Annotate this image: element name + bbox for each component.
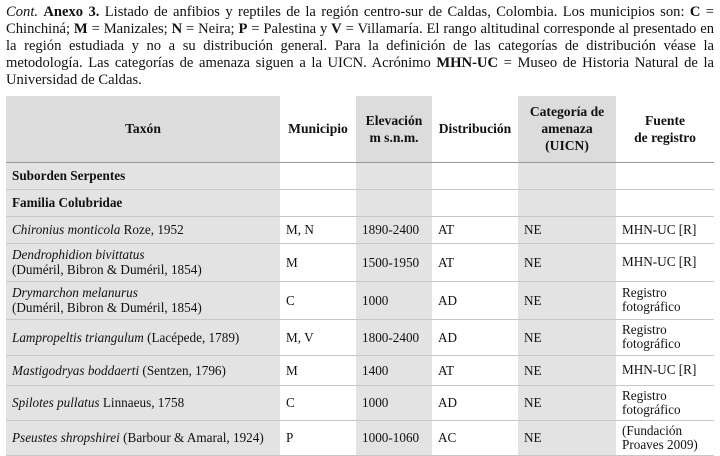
table-caption xyxy=(6,4,714,89)
municipio-code: P xyxy=(238,21,248,37)
taxon-cell: Pseustes shropshirei (Barbour & Amaral, 1924) xyxy=(6,420,280,455)
taxon-cell: Lampropeltis triangulum (Lacépede, 1789) xyxy=(6,319,280,355)
fuente-cell: MHN-UC [R] xyxy=(616,243,714,281)
table-row xyxy=(6,355,714,385)
municipio-cell: C xyxy=(280,385,356,420)
caption-text: El rango altitudinal corresponde al presentado en la región estudiada y no a su distribución general. Para la definición de las categorías de distribución véase la metodología. Las categorías de amenaza siguen a la UICN. Acrónimo xyxy=(6,21,714,71)
table-row xyxy=(6,281,714,319)
table-row xyxy=(6,216,714,243)
header-elevacion: Elevación m s.n.m. xyxy=(356,96,432,162)
group-label: Familia Colubridae xyxy=(6,189,280,216)
distribucion-cell: AC xyxy=(432,420,518,455)
fuente-cell: Registro fotográfico xyxy=(616,385,714,420)
municipio-cell: M xyxy=(280,243,356,281)
header-taxon: Taxón xyxy=(6,96,280,162)
municipio-name: = Manizales; xyxy=(87,21,172,37)
table-row xyxy=(6,420,714,455)
municipio-name: = Neira; xyxy=(182,21,239,37)
elevacion-cell: 1000-1060 xyxy=(356,420,432,455)
distribucion-cell: AT xyxy=(432,216,518,243)
taxon-cell: Spilotes pullatus Linnaeus, 1758 xyxy=(6,385,280,420)
header-municipio: Municipio xyxy=(280,96,356,162)
municipio-name: = Villamaría. xyxy=(341,21,427,37)
amenaza-cell: NE xyxy=(518,385,616,420)
municipio-code: V xyxy=(331,21,342,37)
distribucion-cell: AT xyxy=(432,355,518,385)
fuente-cell: MHN-UC [R] xyxy=(616,216,714,243)
municipio-cell: M, N xyxy=(280,216,356,243)
taxon-cell: Drymarchon melanurus (Duméril, Bibron & Duméril, 1854) xyxy=(6,281,280,319)
group-label: Suborden Serpentes xyxy=(6,162,280,189)
fuente-cell: Registro fotográfico xyxy=(616,319,714,355)
municipio-code: N xyxy=(171,21,183,37)
amenaza-cell: NE xyxy=(518,216,616,243)
header-categoria-amenaza: Categoría de amenaza (UICN) xyxy=(518,96,616,162)
caption-prefix: Cont. xyxy=(6,4,39,20)
taxon-cell: Chironius monticola Roze, 1952 xyxy=(6,216,280,243)
amenaza-cell: NE xyxy=(518,281,616,319)
caption-label: Anexo 3. xyxy=(43,4,100,20)
distribucion-cell: AD xyxy=(432,281,518,319)
distribucion-cell: AD xyxy=(432,385,518,420)
elevacion-cell: 1800-2400 xyxy=(356,319,432,355)
caption-acronym: MHN-UC xyxy=(436,55,499,71)
municipio-name: = Palestina y xyxy=(247,21,332,37)
municipio-cell: M, V xyxy=(280,319,356,355)
elevacion-cell: 1000 xyxy=(356,281,432,319)
municipio-name: = Chinchiná; xyxy=(6,4,714,37)
municipio-code: M xyxy=(73,21,88,37)
fuente-cell: MHN-UC [R] xyxy=(616,355,714,385)
fuente-cell: (Fundación Proaves 2009) xyxy=(616,420,714,455)
amenaza-cell: NE xyxy=(518,355,616,385)
table-row xyxy=(6,319,714,355)
municipio-cell: C xyxy=(280,281,356,319)
elevacion-cell: 1400 xyxy=(356,355,432,385)
table-row xyxy=(6,385,714,420)
group-row-suborden xyxy=(6,162,714,189)
elevacion-cell: 1000 xyxy=(356,385,432,420)
distribucion-cell: AT xyxy=(432,243,518,281)
header-fuente: Fuente de registro xyxy=(616,96,714,162)
fuente-cell: Registro fotográfico xyxy=(616,281,714,319)
taxon-cell: Dendrophidion bivittatus (Duméril, Bibron & Duméril, 1854) xyxy=(6,243,280,281)
table-row xyxy=(6,243,714,281)
municipio-cell: M xyxy=(280,355,356,385)
amenaza-cell: NE xyxy=(518,243,616,281)
amenaza-cell: NE xyxy=(518,319,616,355)
elevacion-cell: 1500-1950 xyxy=(356,243,432,281)
municipio-cell: P xyxy=(280,420,356,455)
species-table xyxy=(6,96,714,456)
table-header-row xyxy=(6,96,714,162)
caption-text: Listado de anfibios y reptiles de la región centro-sur de Caldas, Colombia. Los municipios son: xyxy=(99,4,690,20)
caption-text: = Museo de Historia Natural de la Universidad de Caldas. xyxy=(6,55,715,88)
elevacion-cell: 1890-2400 xyxy=(356,216,432,243)
amenaza-cell: NE xyxy=(518,420,616,455)
distribucion-cell: AD xyxy=(432,319,518,355)
municipio-code: C xyxy=(689,4,701,20)
taxon-cell: Mastigodryas boddaerti (Sentzen, 1796) xyxy=(6,355,280,385)
header-distribucion: Distribución xyxy=(432,96,518,162)
group-row-familia xyxy=(6,189,714,216)
